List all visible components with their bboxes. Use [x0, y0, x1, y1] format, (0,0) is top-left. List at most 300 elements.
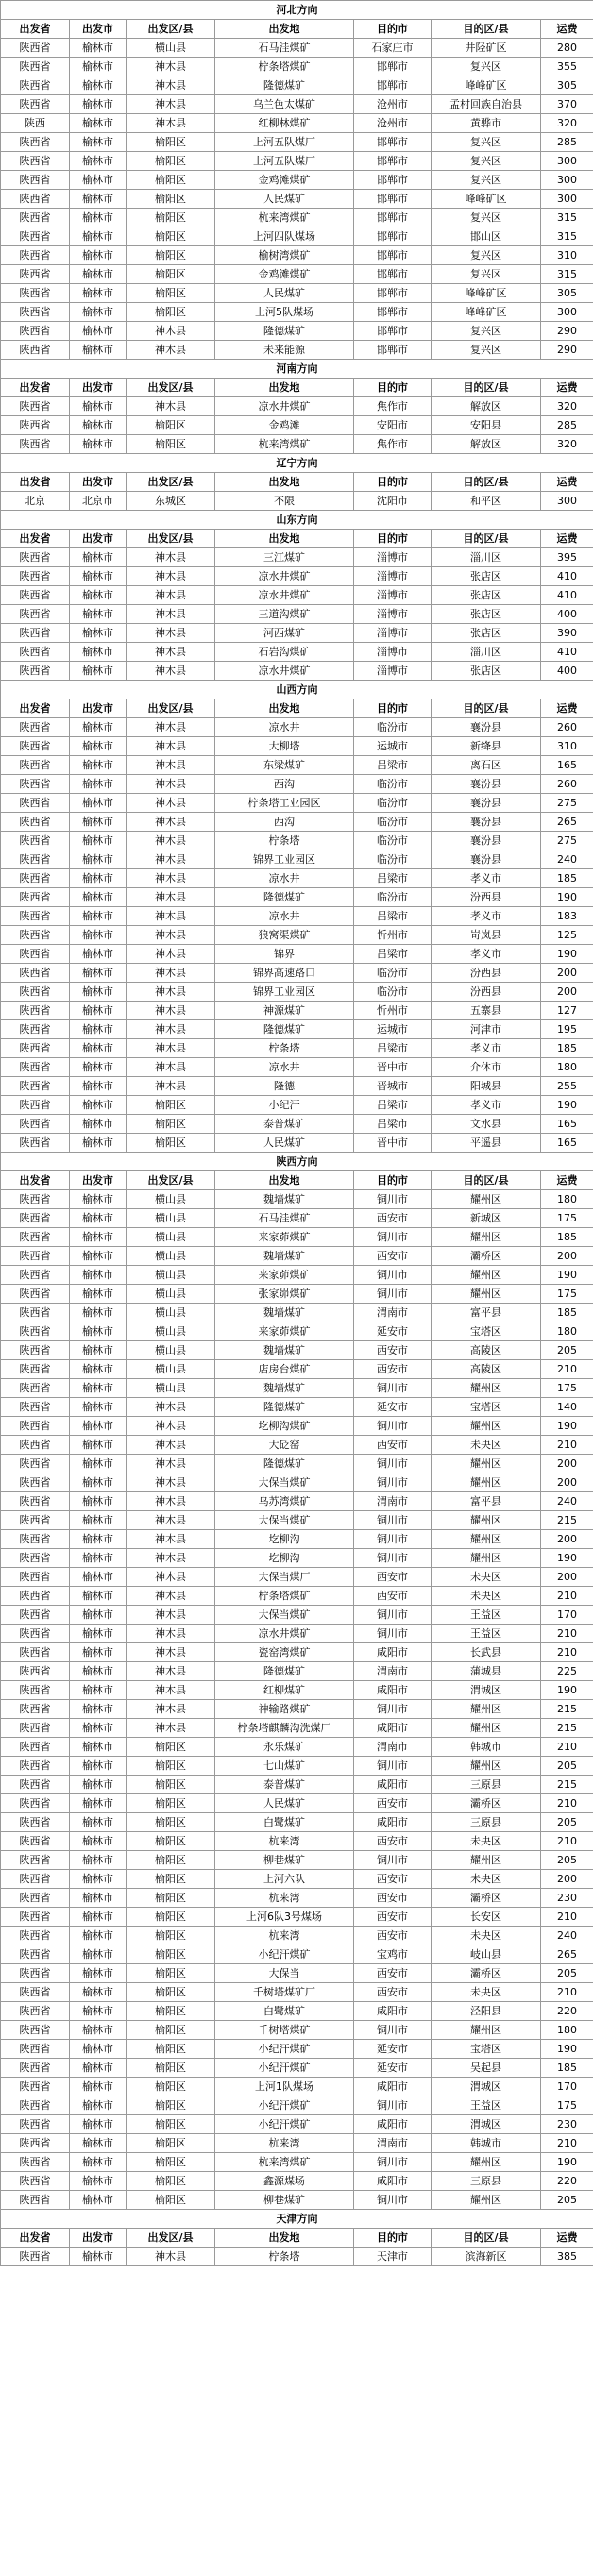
- cell-origin-province: 陕西省: [1, 2115, 70, 2134]
- table-row: [1, 1209, 593, 1228]
- table-row: [1, 1285, 593, 1304]
- cell-origin-city: 榆林市: [70, 2134, 127, 2153]
- cell-dest-county: 未央区: [432, 1568, 541, 1587]
- table-row: [1, 907, 593, 926]
- cell-origin-county: 榆阳区: [127, 1851, 215, 1870]
- cell-freight: 315: [541, 227, 593, 246]
- cell-origin-county: 神木县: [127, 945, 215, 964]
- cell-origin-county: 榆阳区: [127, 190, 215, 209]
- cell-dest-city: 铜川市: [354, 1379, 432, 1398]
- cell-origin-province: 陕西省: [1, 1304, 70, 1322]
- cell-dest-county: 和平区: [432, 492, 541, 511]
- cell-freight: 225: [541, 1662, 593, 1681]
- cell-freight: 210: [541, 2134, 593, 2153]
- cell-dest-county: 孝义市: [432, 1096, 541, 1115]
- cell-dest-county: 耀州区: [432, 1455, 541, 1473]
- cell-origin-city: 榆林市: [70, 624, 127, 643]
- cell-dest-city: 西安市: [354, 1341, 432, 1360]
- cell-origin-county: 神木县: [127, 1002, 215, 1020]
- cell-origin-site: 魏墙煤矿: [215, 1190, 354, 1209]
- cell-origin-city: 榆林市: [70, 1209, 127, 1228]
- cell-origin-province: 陕西省: [1, 2153, 70, 2172]
- cell-dest-county: 汾西县: [432, 888, 541, 907]
- cell-origin-province: 陕西省: [1, 209, 70, 227]
- cell-origin-site: 圪柳沟煤矿: [215, 1417, 354, 1436]
- cell-origin-province: 陕西省: [1, 397, 70, 416]
- table-row: [1, 492, 593, 511]
- cell-dest-county: 复兴区: [432, 152, 541, 171]
- cell-dest-city: 淄博市: [354, 624, 432, 643]
- cell-origin-site: 不限: [215, 492, 354, 511]
- cell-freight: 200: [541, 1455, 593, 1473]
- cell-origin-county: 神木县: [127, 624, 215, 643]
- cell-origin-province: 陕西省: [1, 1379, 70, 1398]
- cell-origin-site: 魏墙煤矿: [215, 1304, 354, 1322]
- cell-dest-city: 焦作市: [354, 435, 432, 454]
- cell-dest-city: 淄博市: [354, 662, 432, 681]
- cell-origin-county: 榆阳区: [127, 1964, 215, 1983]
- cell-dest-county: 未央区: [432, 1436, 541, 1455]
- cell-origin-county: 榆阳区: [127, 227, 215, 246]
- table-row: [1, 1247, 593, 1266]
- table-row: [1, 1606, 593, 1625]
- cell-dest-city: 临汾市: [354, 983, 432, 1002]
- cell-freight: 210: [541, 1360, 593, 1379]
- cell-freight: 290: [541, 322, 593, 341]
- cell-freight: 260: [541, 775, 593, 794]
- table-row: [1, 2191, 593, 2210]
- cell-freight: 190: [541, 2153, 593, 2172]
- cell-origin-site: 上河6队3号煤场: [215, 1908, 354, 1927]
- header-dest-city: 目的市: [354, 1171, 432, 1190]
- cell-freight: 305: [541, 76, 593, 95]
- cell-origin-city: 榆林市: [70, 926, 127, 945]
- cell-origin-site: 杭来湾煤矿: [215, 209, 354, 227]
- section-title-row: [1, 511, 593, 530]
- cell-freight: 385: [541, 2248, 593, 2266]
- cell-origin-province: 陕西省: [1, 1964, 70, 1983]
- header-origin-site: 出发地: [215, 20, 354, 39]
- cell-origin-site: 金鸡滩: [215, 416, 354, 435]
- cell-origin-city: 榆林市: [70, 1228, 127, 1247]
- cell-dest-city: 石家庄市: [354, 39, 432, 58]
- cell-origin-city: 榆林市: [70, 1398, 127, 1417]
- cell-origin-province: 陕西省: [1, 1606, 70, 1625]
- cell-dest-city: 铜川市: [354, 1266, 432, 1285]
- cell-dest-city: 铜川市: [354, 1700, 432, 1719]
- cell-freight: 410: [541, 567, 593, 586]
- cell-origin-city: 榆林市: [70, 1077, 127, 1096]
- cell-dest-county: 复兴区: [432, 265, 541, 284]
- cell-freight: 190: [541, 1417, 593, 1436]
- cell-dest-county: 耀州区: [432, 1549, 541, 1568]
- table-row: [1, 548, 593, 567]
- cell-freight: 205: [541, 1757, 593, 1776]
- cell-origin-province: 陕西省: [1, 227, 70, 246]
- header-row: [1, 699, 593, 718]
- cell-dest-county: 张店区: [432, 624, 541, 643]
- cell-freight: 265: [541, 1945, 593, 1964]
- cell-origin-site: 人民煤矿: [215, 190, 354, 209]
- cell-origin-site: 大保当煤矿: [215, 1473, 354, 1492]
- table-row: [1, 605, 593, 624]
- table-row: [1, 1945, 593, 1964]
- cell-origin-city: 榆林市: [70, 1020, 127, 1039]
- table-row: [1, 1398, 593, 1417]
- cell-dest-county: 淄川区: [432, 643, 541, 662]
- cell-origin-city: 榆林市: [70, 964, 127, 983]
- header-origin-city: 出发市: [70, 530, 127, 548]
- header-row: [1, 20, 593, 39]
- cell-freight: 180: [541, 1322, 593, 1341]
- cell-freight: 220: [541, 2002, 593, 2021]
- cell-freight: 390: [541, 624, 593, 643]
- cell-freight: 205: [541, 2191, 593, 2210]
- cell-dest-county: 长武县: [432, 1643, 541, 1662]
- cell-dest-county: 汾西县: [432, 964, 541, 983]
- cell-dest-city: 渭南市: [354, 1304, 432, 1322]
- cell-origin-county: 神木县: [127, 95, 215, 114]
- cell-origin-site: 白鹭煤矿: [215, 2002, 354, 2021]
- cell-origin-city: 榆林市: [70, 152, 127, 171]
- cell-origin-site: 凉水井煤矿: [215, 586, 354, 605]
- cell-dest-city: 运城市: [354, 737, 432, 756]
- cell-origin-province: 陕西省: [1, 322, 70, 341]
- cell-origin-province: 陕西省: [1, 2134, 70, 2153]
- cell-origin-county: 榆阳区: [127, 1813, 215, 1832]
- cell-dest-county: 襄汾县: [432, 794, 541, 813]
- cell-origin-city: 榆林市: [70, 907, 127, 926]
- cell-dest-city: 西安市: [354, 1587, 432, 1606]
- cell-origin-county: 榆阳区: [127, 2078, 215, 2096]
- cell-dest-county: 渭城区: [432, 2078, 541, 2096]
- table-row: [1, 1681, 593, 1700]
- cell-dest-county: 灞桥区: [432, 1794, 541, 1813]
- cell-origin-site: 泰普煤矿: [215, 1115, 354, 1134]
- cell-dest-county: 岐山县: [432, 1945, 541, 1964]
- cell-origin-province: 陕西省: [1, 2248, 70, 2266]
- table-row: [1, 737, 593, 756]
- cell-origin-county: 神木县: [127, 58, 215, 76]
- cell-origin-city: 榆林市: [70, 209, 127, 227]
- cell-dest-county: 新绛县: [432, 737, 541, 756]
- cell-origin-site: 来家茆煤矿: [215, 1266, 354, 1285]
- cell-origin-site: 凉水井煤矿: [215, 397, 354, 416]
- cell-dest-city: 宝鸡市: [354, 1945, 432, 1964]
- cell-dest-county: 长安区: [432, 1908, 541, 1927]
- cell-dest-county: 耀州区: [432, 1417, 541, 1436]
- cell-origin-city: 榆林市: [70, 246, 127, 265]
- table-row: [1, 1813, 593, 1832]
- cell-dest-county: 未央区: [432, 1870, 541, 1889]
- cell-origin-city: 榆林市: [70, 1190, 127, 1209]
- cell-origin-province: 陕西省: [1, 1285, 70, 1304]
- cell-origin-county: 榆阳区: [127, 1945, 215, 1964]
- cell-freight: 285: [541, 416, 593, 435]
- cell-dest-city: 邯郸市: [354, 322, 432, 341]
- cell-origin-county: 神木县: [127, 1606, 215, 1625]
- cell-dest-county: 离石区: [432, 756, 541, 775]
- cell-origin-site: 柠条塔煤矿: [215, 1587, 354, 1606]
- cell-dest-county: 峰峰矿区: [432, 284, 541, 303]
- cell-origin-city: 榆林市: [70, 1304, 127, 1322]
- table-row: [1, 209, 593, 227]
- cell-origin-province: 陕西省: [1, 76, 70, 95]
- cell-dest-city: 沧州市: [354, 114, 432, 133]
- header-origin-county: 出发区/县: [127, 699, 215, 718]
- cell-origin-site: 柳巷煤矿: [215, 1851, 354, 1870]
- cell-freight: 320: [541, 435, 593, 454]
- cell-origin-site: 来家茆煤矿: [215, 1322, 354, 1341]
- cell-origin-province: 陕西省: [1, 1398, 70, 1417]
- cell-origin-city: 榆林市: [70, 1096, 127, 1115]
- cell-dest-county: 孝义市: [432, 1039, 541, 1058]
- table-row: [1, 2248, 593, 2266]
- cell-freight: 200: [541, 1870, 593, 1889]
- cell-origin-province: 陕西省: [1, 869, 70, 888]
- cell-origin-province: 陕西省: [1, 605, 70, 624]
- table-row: [1, 246, 593, 265]
- cell-origin-city: 榆林市: [70, 2040, 127, 2059]
- cell-origin-province: 陕西省: [1, 567, 70, 586]
- cell-origin-city: 榆林市: [70, 1983, 127, 2002]
- cell-dest-county: 襄汾县: [432, 850, 541, 869]
- cell-origin-province: 陕西省: [1, 643, 70, 662]
- cell-dest-county: 孟村回族自治县: [432, 95, 541, 114]
- cell-origin-city: 榆林市: [70, 303, 127, 322]
- cell-origin-city: 榆林市: [70, 1625, 127, 1643]
- header-dest-county: 目的区/县: [432, 699, 541, 718]
- table-row: [1, 964, 593, 983]
- cell-origin-city: 榆林市: [70, 76, 127, 95]
- cell-dest-city: 铜川市: [354, 1285, 432, 1304]
- cell-dest-city: 铜川市: [354, 1606, 432, 1625]
- cell-dest-county: 复兴区: [432, 246, 541, 265]
- header-origin-site: 出发地: [215, 379, 354, 397]
- cell-origin-province: 陕西省: [1, 1587, 70, 1606]
- cell-dest-county: 未央区: [432, 1587, 541, 1606]
- header-row: [1, 530, 593, 548]
- table-row: [1, 114, 593, 133]
- cell-origin-province: 陕西省: [1, 1927, 70, 1945]
- cell-origin-city: 榆林市: [70, 2078, 127, 2096]
- cell-dest-county: 张店区: [432, 662, 541, 681]
- cell-freight: 185: [541, 2059, 593, 2078]
- cell-origin-site: 张家峁煤矿: [215, 1285, 354, 1304]
- cell-origin-city: 榆林市: [70, 718, 127, 737]
- cell-origin-site: 圪柳沟: [215, 1530, 354, 1549]
- table-row: [1, 1115, 593, 1134]
- table-row: [1, 1266, 593, 1285]
- cell-freight: 400: [541, 605, 593, 624]
- cell-dest-city: 邯郸市: [354, 246, 432, 265]
- cell-origin-county: 榆阳区: [127, 1134, 215, 1153]
- cell-origin-city: 榆林市: [70, 1549, 127, 1568]
- cell-origin-province: 陕西省: [1, 1832, 70, 1851]
- cell-origin-province: 陕西省: [1, 1738, 70, 1757]
- table-row: [1, 1492, 593, 1511]
- cell-origin-province: 陕西省: [1, 1625, 70, 1643]
- cell-dest-county: 黄骅市: [432, 114, 541, 133]
- cell-origin-county: 神木县: [127, 114, 215, 133]
- cell-origin-province: 陕西省: [1, 1209, 70, 1228]
- table-row: [1, 1058, 593, 1077]
- table-row: [1, 2021, 593, 2040]
- cell-origin-province: 陕西省: [1, 1794, 70, 1813]
- cell-origin-province: 陕西: [1, 114, 70, 133]
- cell-dest-city: 铜川市: [354, 2021, 432, 2040]
- cell-origin-county: 神木县: [127, 1077, 215, 1096]
- cell-dest-city: 吕梁市: [354, 945, 432, 964]
- section-title-row: [1, 360, 593, 379]
- cell-origin-county: 神木县: [127, 1681, 215, 1700]
- cell-dest-city: 铜川市: [354, 1511, 432, 1530]
- cell-origin-city: 榆林市: [70, 416, 127, 435]
- cell-dest-county: 峰峰矿区: [432, 76, 541, 95]
- cell-origin-province: 陕西省: [1, 1190, 70, 1209]
- cell-origin-city: 榆林市: [70, 397, 127, 416]
- cell-origin-city: 榆林市: [70, 1322, 127, 1341]
- cell-origin-province: 陕西省: [1, 303, 70, 322]
- cell-freight: 215: [541, 1700, 593, 1719]
- cell-freight: 230: [541, 1889, 593, 1908]
- cell-dest-city: 邯郸市: [354, 303, 432, 322]
- cell-freight: 200: [541, 1473, 593, 1492]
- cell-dest-city: 吕梁市: [354, 869, 432, 888]
- cell-dest-city: 渭南市: [354, 1662, 432, 1681]
- header-dest-city: 目的市: [354, 530, 432, 548]
- cell-origin-province: 陕西省: [1, 718, 70, 737]
- cell-origin-province: 陕西省: [1, 39, 70, 58]
- cell-origin-county: 神木县: [127, 2248, 215, 2266]
- table-row: [1, 926, 593, 945]
- cell-origin-province: 陕西省: [1, 1757, 70, 1776]
- cell-origin-city: 榆林市: [70, 1568, 127, 1587]
- cell-origin-city: 榆林市: [70, 1341, 127, 1360]
- cell-origin-site: 杭来湾: [215, 1889, 354, 1908]
- cell-origin-county: 榆阳区: [127, 1757, 215, 1776]
- cell-origin-city: 榆林市: [70, 548, 127, 567]
- cell-origin-city: 榆林市: [70, 888, 127, 907]
- cell-origin-county: 神木县: [127, 794, 215, 813]
- cell-dest-city: 西安市: [354, 1360, 432, 1379]
- cell-dest-city: 咸阳市: [354, 1776, 432, 1794]
- cell-origin-province: 陕西省: [1, 832, 70, 850]
- cell-dest-county: 渭城区: [432, 1681, 541, 1700]
- cell-freight: 210: [541, 1643, 593, 1662]
- cell-origin-city: 榆林市: [70, 1417, 127, 1436]
- cell-origin-county: 榆阳区: [127, 2153, 215, 2172]
- header-origin-county: 出发区/县: [127, 20, 215, 39]
- table-row: [1, 1077, 593, 1096]
- cell-origin-site: 锦界工业园区: [215, 983, 354, 1002]
- cell-origin-city: 榆林市: [70, 1945, 127, 1964]
- cell-origin-county: 神木县: [127, 397, 215, 416]
- cell-origin-province: 陕西省: [1, 926, 70, 945]
- table-row: [1, 2096, 593, 2115]
- cell-origin-county: 神木县: [127, 813, 215, 832]
- table-row: [1, 1983, 593, 2002]
- cell-origin-site: 凉水井: [215, 907, 354, 926]
- cell-origin-county: 神木县: [127, 983, 215, 1002]
- header-origin-site: 出发地: [215, 1171, 354, 1190]
- cell-origin-site: 凉水井煤矿: [215, 662, 354, 681]
- cell-origin-province: 陕西省: [1, 1473, 70, 1492]
- section-title-row: [1, 1, 593, 20]
- cell-origin-site: 大保当: [215, 1964, 354, 1983]
- cell-origin-province: 陕西省: [1, 1360, 70, 1379]
- cell-origin-province: 北京: [1, 492, 70, 511]
- cell-origin-city: 榆林市: [70, 1039, 127, 1058]
- cell-origin-site: 隆德煤矿: [215, 1455, 354, 1473]
- cell-dest-city: 铜川市: [354, 1228, 432, 1247]
- cell-freight: 230: [541, 2115, 593, 2134]
- cell-origin-city: 榆林市: [70, 265, 127, 284]
- table-row: [1, 1530, 593, 1549]
- cell-dest-city: 焦作市: [354, 397, 432, 416]
- cell-origin-city: 榆林市: [70, 1473, 127, 1492]
- cell-dest-county: 解放区: [432, 397, 541, 416]
- cell-origin-site: 凉水井: [215, 1058, 354, 1077]
- cell-dest-city: 渭南市: [354, 1738, 432, 1757]
- cell-origin-province: 陕西省: [1, 1851, 70, 1870]
- cell-origin-city: 榆林市: [70, 1870, 127, 1889]
- cell-dest-county: 韩城市: [432, 2134, 541, 2153]
- cell-origin-site: 隆德煤矿: [215, 1398, 354, 1417]
- cell-dest-city: 西安市: [354, 1436, 432, 1455]
- cell-origin-site: 柠条塔: [215, 2248, 354, 2266]
- table-row: [1, 1020, 593, 1039]
- cell-dest-city: 西安市: [354, 1927, 432, 1945]
- cell-origin-city: 榆林市: [70, 1285, 127, 1304]
- cell-origin-site: 神输路煤矿: [215, 1700, 354, 1719]
- cell-origin-site: 狼窝渠煤矿: [215, 926, 354, 945]
- cell-origin-county: 榆阳区: [127, 1776, 215, 1794]
- cell-origin-county: 神木县: [127, 718, 215, 737]
- cell-origin-site: 未来能源: [215, 341, 354, 360]
- cell-dest-county: 渭城区: [432, 2115, 541, 2134]
- cell-origin-province: 陕西省: [1, 2172, 70, 2191]
- cell-origin-site: 锦界工业园区: [215, 850, 354, 869]
- cell-origin-site: 神源煤矿: [215, 1002, 354, 1020]
- header-origin-county: 出发区/县: [127, 530, 215, 548]
- header-dest-city: 目的市: [354, 699, 432, 718]
- header-dest-county: 目的区/县: [432, 530, 541, 548]
- cell-freight: 180: [541, 2021, 593, 2040]
- header-origin-province: 出发省: [1, 379, 70, 397]
- cell-origin-province: 陕西省: [1, 1002, 70, 1020]
- cell-dest-county: 滨海新区: [432, 2248, 541, 2266]
- cell-dest-city: 邯郸市: [354, 341, 432, 360]
- cell-freight: 220: [541, 2172, 593, 2191]
- cell-freight: 127: [541, 1002, 593, 1020]
- cell-origin-county: 神木县: [127, 1549, 215, 1568]
- cell-dest-county: 孝义市: [432, 907, 541, 926]
- table-row: [1, 1625, 593, 1643]
- cell-origin-county: 榆阳区: [127, 1794, 215, 1813]
- cell-origin-county: 横山县: [127, 1360, 215, 1379]
- table-row: [1, 756, 593, 775]
- cell-origin-city: 榆林市: [70, 794, 127, 813]
- cell-origin-province: 陕西省: [1, 1134, 70, 1153]
- cell-freight: 200: [541, 983, 593, 1002]
- cell-origin-province: 陕西省: [1, 416, 70, 435]
- cell-origin-province: 陕西省: [1, 246, 70, 265]
- header-dest-county: 目的区/县: [432, 1171, 541, 1190]
- cell-origin-site: 小纪汗煤矿: [215, 2040, 354, 2059]
- cell-origin-city: 榆林市: [70, 813, 127, 832]
- cell-origin-city: 榆林市: [70, 133, 127, 152]
